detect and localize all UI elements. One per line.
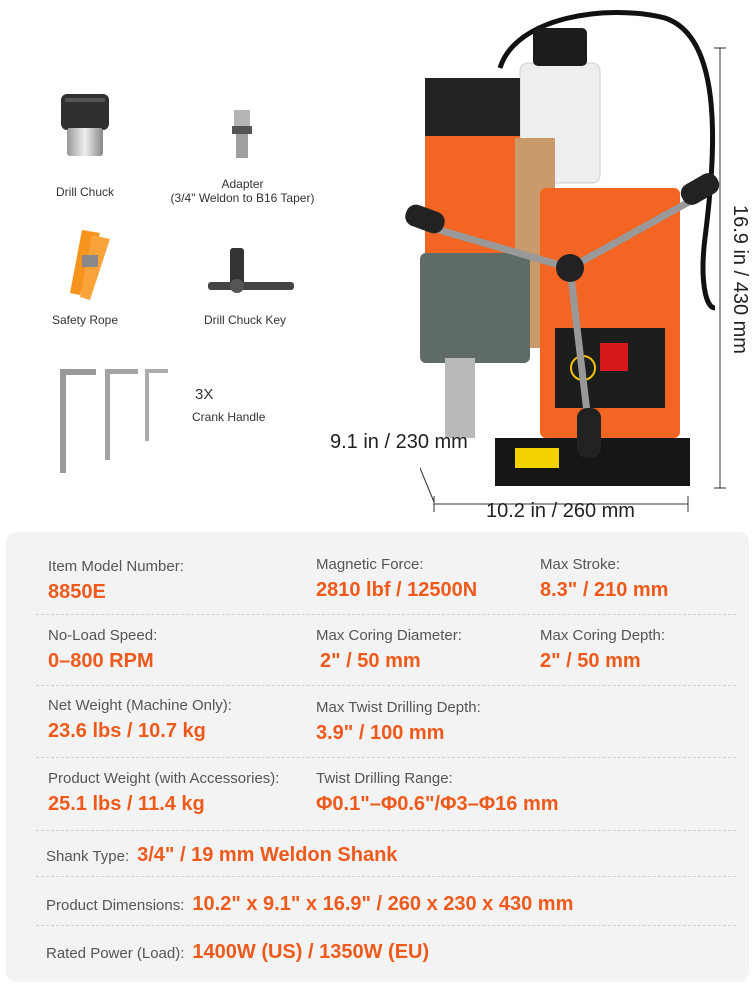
spec-stroke-value: 8.3" / 210 mm (540, 579, 669, 601)
drill-chuck-key-label: Drill Chuck Key (203, 313, 287, 327)
divider (36, 685, 736, 686)
spec-dimensions-label: Product Dimensions: (46, 897, 185, 914)
specs-panel (6, 532, 749, 982)
spec-coring-depth-label: Max Coring Depth: (540, 627, 666, 644)
spec-power-label: Rated Power (Load): (46, 945, 185, 962)
crank-handle-label: Crank Handle (192, 410, 266, 424)
spec-power (46, 941, 429, 964)
spec-speed-value: 0–800 RPM (48, 650, 154, 672)
depth-dimension: 9.1 in / 230 mm (330, 431, 468, 453)
spec-model (48, 558, 184, 604)
spec-magnetic-label: Magnetic Force: (316, 556, 424, 573)
spec-coring-depth (540, 627, 665, 673)
spec-magnetic-value: 2810 lbf / 12500N (316, 579, 478, 601)
spec-coring-diameter-value: 2" / 50 mm (320, 650, 421, 672)
spec-twist-range-label: Twist Drilling Range: (316, 770, 453, 787)
adapter-label-line2: (3/4" Weldon to B16 Taper) (170, 191, 315, 205)
divider (36, 925, 736, 926)
spec-product-weight-label: Product Weight (with Accessories): (48, 770, 280, 787)
spec-product-weight (48, 770, 279, 816)
adapter-icon (228, 110, 256, 160)
divider (36, 876, 736, 877)
crank-count: 3X (195, 386, 214, 403)
width-dimension: 10.2 in / 260 mm (486, 500, 635, 522)
crank-handle-icon (50, 365, 170, 477)
safety-rope-label: Safety Rope (51, 313, 119, 327)
spec-shank-value: 3/4" / 19 mm Weldon Shank (137, 844, 398, 866)
spec-model-label: Item Model Number: (48, 558, 184, 575)
spec-net-weight-label: Net Weight (Machine Only): (48, 697, 232, 714)
spec-shank (46, 844, 397, 867)
drill-chuck-key-icon (208, 244, 296, 296)
spec-speed-label: No-Load Speed: (48, 627, 158, 644)
spec-magnetic (316, 556, 477, 602)
adapter-label (150, 177, 335, 205)
drill-chuck-label: Drill Chuck (55, 185, 114, 199)
spec-dimensions (46, 893, 573, 916)
spec-power-value: 1400W (US) / 1350W (EU) (192, 941, 430, 963)
spec-twist-depth (316, 699, 481, 745)
spec-speed (48, 627, 157, 673)
spec-product-weight-value: 25.1 lbs / 11.4 kg (48, 793, 205, 815)
divider (36, 614, 736, 615)
spec-model-value: 8850E (48, 581, 106, 603)
spec-coring-diameter (316, 627, 462, 673)
spec-twist-range-value: Φ0.1"–Φ0.6"/Φ3–Φ16 mm (316, 793, 559, 815)
spec-net-weight (48, 697, 232, 743)
spec-twist-range (316, 770, 559, 816)
spec-twist-depth-label: Max Twist Drilling Depth: (316, 699, 481, 716)
divider (36, 757, 736, 758)
height-dimension: 16.9 in / 430 mm (729, 205, 751, 354)
safety-rope-icon (62, 225, 122, 303)
spec-coring-diameter-label: Max Coring Diameter: (316, 627, 462, 644)
spec-stroke (540, 556, 668, 602)
drill-chuck-icon (55, 92, 115, 172)
spec-shank-label: Shank Type: (46, 848, 130, 865)
spec-twist-depth-value: 3.9" / 100 mm (316, 722, 445, 744)
spec-stroke-label: Max Stroke: (540, 556, 621, 573)
spec-dimensions-value: 10.2" x 9.1" x 16.9" / 260 x 230 x 430 mm (192, 893, 574, 915)
spec-net-weight-value: 23.6 lbs / 10.7 kg (48, 720, 206, 742)
spec-coring-depth-value: 2" / 50 mm (540, 650, 641, 672)
divider (36, 830, 736, 831)
adapter-label-line1: Adapter (221, 177, 264, 191)
